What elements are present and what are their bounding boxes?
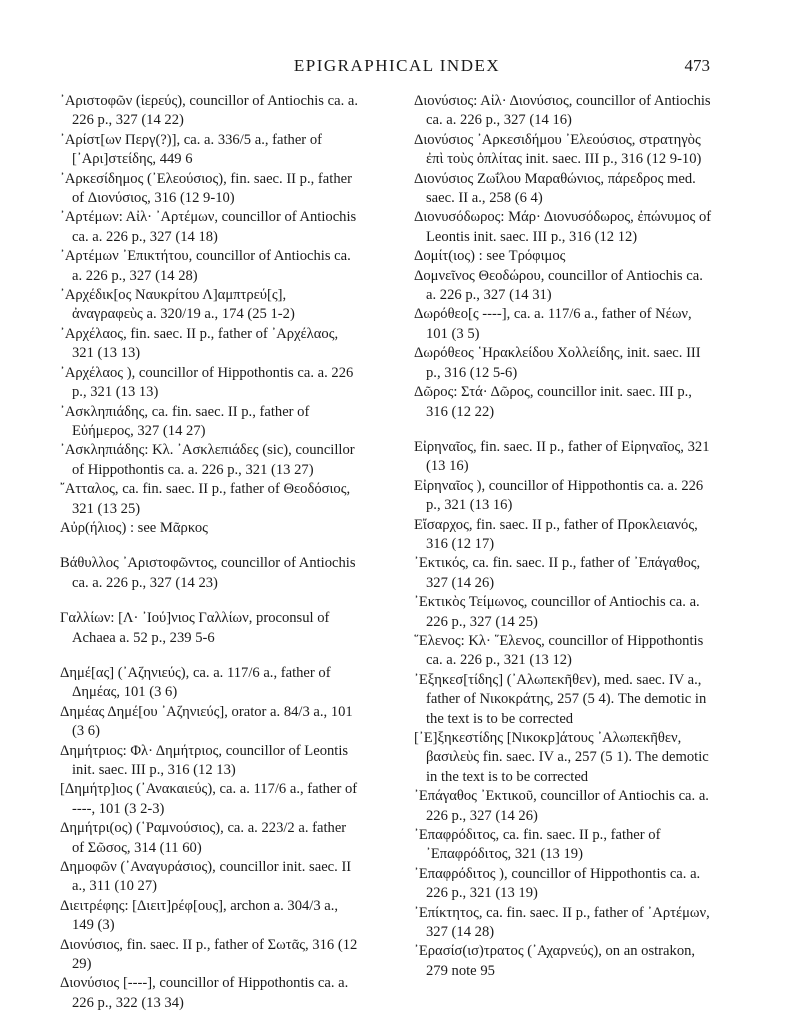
index-entry: [᾿Ε]ξηκεστίδης [Νικοκρ]άτους ᾿Αλωπεκῆθεν, βασιλεὺς fin. saec. IV a., 257 (5 1). The demotic in the text is to be corrected (414, 730, 709, 785)
left-column (60, 92, 360, 1013)
index-entry: ᾿Αρτέμων: Αἰλ· ᾿Αρτέμων, councillor of Antiochis ca. a. 226 p., 327 (14 18) (60, 209, 357, 245)
page-number: 473 (684, 56, 710, 75)
index-entry: ᾿Επάγαθος ᾿Εκτικοῦ, councillor of Antiochis ca. a. 226 p., 327 (14 26) (414, 788, 709, 824)
index-entry: ῎Ατταλος, ca. fin. saec. II p., father of Θεοδόσιος, 321 (13 25) (60, 481, 351, 517)
index-entry: ᾿Αρκεσίδημος (᾿Ελεούσιος), fin. saec. II p., father of Διονύσιος, 316 (12 9-10) (60, 170, 352, 207)
index-entry: Βάθυλλος ᾿Αριστοφῶντος, councillor of Antiochis ca. a. 226 p., 327 (14 23) (60, 555, 356, 591)
index-entry: [Δημήτρ]ιος (᾿Ανακαιεύς), ca. a. 117/6 a., father of ----, 101 (3 2-3) (60, 781, 358, 817)
index-entry: Δημοφῶν (᾿Αναγυράσιος), councillor init. saec. II a., 311 (10 27) (60, 859, 352, 895)
index-entry: ᾿Επαφρόδιτος, ca. fin. saec. II p., father of ᾿Επαφρόδιτος, 321 (13 19) (414, 827, 661, 863)
index-entry: Εἰρηναῖος ), councillor of Hippothontis ca. a. 226 p., 321 (13 16) (414, 477, 704, 514)
index-entry: Δωρόθεο[ς ----], ca. a. 117/6 a., father of Νέων, 101 (3 5) (414, 306, 692, 342)
index-entry: Αὐρ(ήλιος) : see Μᾶρκος (60, 519, 208, 536)
index-entry: ᾿Επίκτητος, ca. fin. saec. II p., father of ᾿Αρτέμων, 327 (14 28) (414, 904, 710, 941)
index-entry: Δομνεῖνος Θεοδώρου, councillor of Antiochis ca. a. 226 p., 327 (14 31) (414, 267, 703, 304)
index-entry: ᾿Αρχέλαος, fin. saec. II p., father of ᾿Αρχέλαος, 321 (13 13) (60, 325, 339, 362)
section-gap (60, 593, 360, 609)
page-header (84, 56, 710, 80)
index-entry: ᾿Αρχέδικ[ος Ναυκρίτου Λ]αμπτρεύ[ς], ἀναγραφεὺς a. 320/19 a., 174 (25 1-2) (60, 287, 295, 323)
section-gap (60, 648, 360, 664)
index-entry: Δημέας Δημέ[ου ᾿Αζηνιεύς], orator a. 84/3 a., 101 (3 6) (60, 703, 353, 740)
index-entry: Διονύσιος ᾿Αρκεσιδήμου ᾿Ελεούσιος, στρατηγὸς ἐπὶ τοὺς ὁπλίτας init. saec. III p., 316 (12 9-10) (414, 131, 702, 168)
index-entry: Διειτρέφης: [Διειτ]ρέφ[ους], archon a. 304/3 a., 149 (3) (60, 897, 339, 934)
section-gap (60, 538, 360, 554)
index-entry: ᾿Αρίστ[ων Περγ(?)], ca. a. 336/5 a., father of [᾿Αρι]στείδης, 449 6 (60, 131, 322, 168)
index-entry: ᾿Επαφρόδιτος ), councillor of Hippothontis ca. a. 226 p., 321 (13 19) (414, 865, 701, 902)
index-entry: Διονύσιος [----], councillor of Hippothontis ca. a. 226 p., 322 (13 34) (60, 975, 349, 1011)
index-entry: ῞Ελενος: Κλ· ῞Ελενος, councillor of Hippothontis ca. a. 226 p., 321 (13 12) (414, 632, 704, 669)
index-entry: Δῶρος: Στά· Δῶρος, councillor init. saec. III p., 316 (12 22) (414, 384, 692, 420)
index-entry: ᾿Εκτικός, ca. fin. saec. II p., father of ᾿Επάγαθος, 327 (14 26) (414, 555, 701, 591)
running-head: EPIGRAPHICAL INDEX (293, 56, 501, 75)
index-entry: Εἴσαρχος, fin. saec. II p., father of Προκλειανός, 316 (12 17) (414, 516, 698, 552)
index-entry: Δημήτριος: Φλ· Δημήτριος, councillor of Leontis init. saec. III p., 316 (12 13) (60, 742, 349, 778)
index-entry: Δημέ[ας] (᾿Αζηνιεύς), ca. a. 117/6 a., father of Δημέας, 101 (3 6) (60, 664, 331, 701)
index-entry: Διονύσιος Ζωΐλου Μαραθώνιος, πάρεδρος med. saec. II a., 258 (6 4) (414, 170, 696, 207)
index-entry: ᾿Ασκληπιάδης: Κλ. ᾿Ασκλεπιάδες (sic), councillor of Hippothontis ca. a. 226 p., 321 (13 27) (60, 442, 355, 478)
index-entry: Διονύσιος: Αἰλ· Διονύσιος, councillor of Antiochis ca. a. 226 p., 327 (14 16) (414, 93, 711, 129)
index-entry: ᾿Αριστοφῶν (ἱερεύς), councillor of Antiochis ca. a. 226 p., 327 (14 22) (60, 93, 358, 129)
section-gap (414, 422, 714, 438)
right-column (414, 92, 714, 981)
index-entry: Εἰρηναῖος, fin. saec. II p., father of Εἰρηναῖος, 321 (13 16) (414, 438, 710, 475)
index-entry: ᾿Εκτικὸς Τείμωνος, councillor of Antiochis ca. a. 226 p., 327 (14 25) (414, 594, 700, 630)
index-entry: Γαλλίων: [Λ· ᾿Ιού]νιος Γαλλίων, proconsul of Achaea a. 52 p., 239 5-6 (60, 610, 330, 646)
index-entry: ᾿Αρτέμων ᾿Επικτήτου, councillor of Antiochis ca. a. 226 p., 327 (14 28) (60, 248, 351, 284)
index-entry: ᾿Εξηκεσ[τίδης] (᾿Αλωπεκῆθεν), med. saec. IV a., father of Νικοκράτης, 257 (5 4). The demotic in the text is to be corrected (414, 671, 707, 727)
index-entry: ᾿Αρχέλαος ), councillor of Hippothontis ca. a. 226 p., 321 (13 13) (60, 364, 354, 401)
index-entry: ᾿Ασκληπιάδης, ca. fin. saec. II p., father of Εὐήμερος, 327 (14 27) (60, 403, 310, 439)
index-entry: Δημήτρι(ος) (῾Ραμνούσιος), ca. a. 223/2 a. father of Σῶσος, 314 (11 60) (60, 820, 347, 856)
index-entry: Διονυσόδωρος: Μάρ· Διονυσόδωρος, ἐπώνυμος of Leontis init. saec. III p., 316 (12 12) (414, 209, 712, 245)
index-entry: Δωρόθεος ῾Ηρακλείδου Χολλείδης, init. saec. III p., 316 (12 5-6) (414, 345, 701, 381)
index-entry: Δομίτ(ιος) : see Τρόφιμος (414, 248, 566, 265)
index-entry: Διονύσιος, fin. saec. II p., father of Σωτᾶς, 316 (12 29) (60, 936, 358, 973)
index-entry: ᾿Ερασίσ(ισ)τρατος (᾿Αχαρνεύς), on an ostrakon, 279 note 95 (414, 943, 696, 979)
